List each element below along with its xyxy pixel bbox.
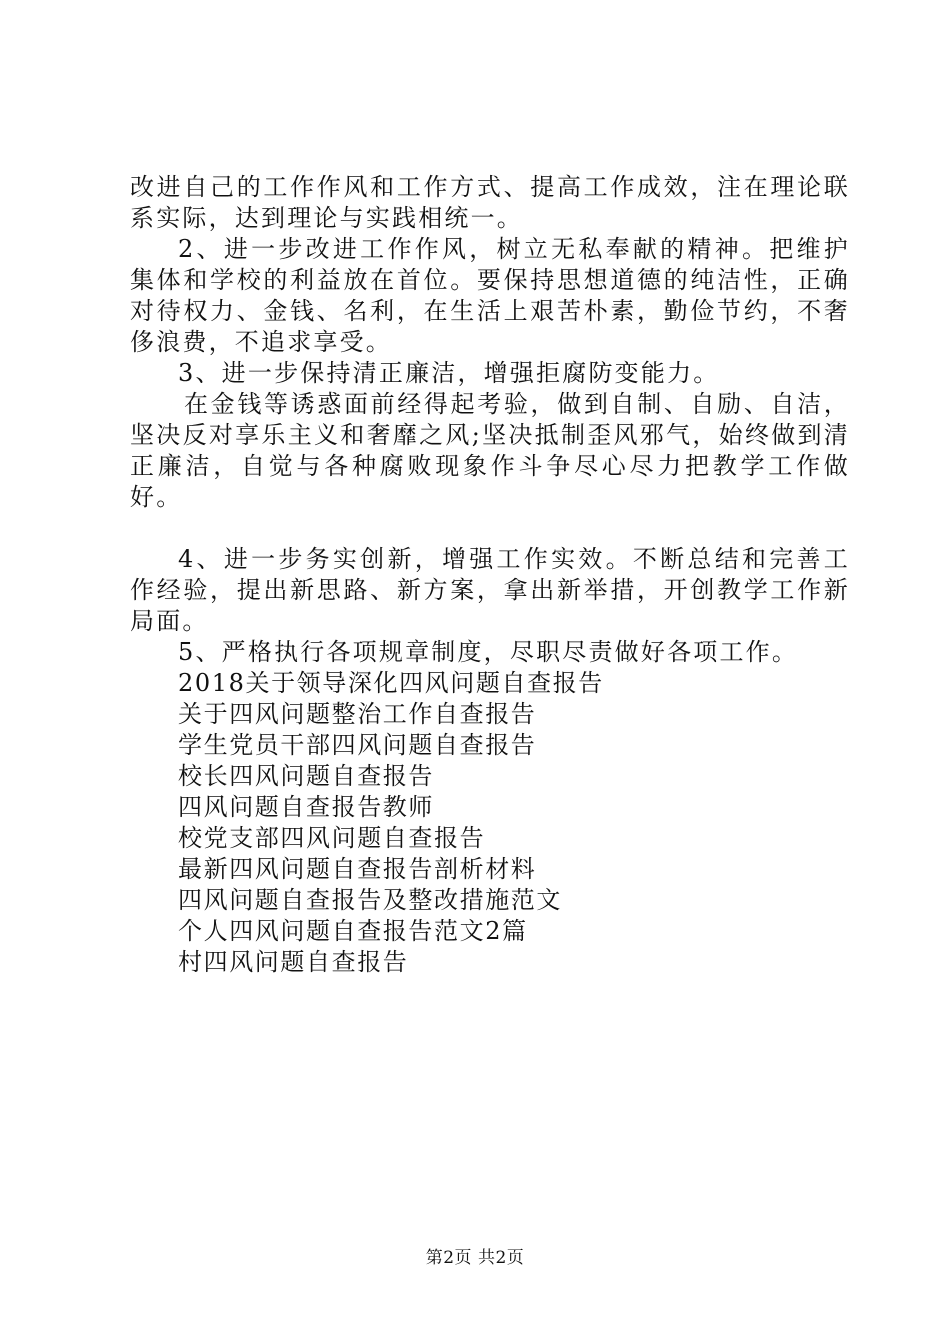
document-body	[130, 172, 850, 978]
related-article-link[interactable]: 2018关于领导深化四风问题自查报告	[178, 669, 604, 697]
related-article-link[interactable]: 学生党员干部四风问题自查报告	[178, 731, 537, 759]
related-article-link[interactable]: 四风问题自查报告教师	[178, 793, 434, 821]
paragraph-item-5: 5、严格执行各项规章制度，尽职尽责做好各项工作。	[178, 638, 799, 666]
related-article-link[interactable]: 校党支部四风问题自查报告	[178, 824, 486, 852]
paragraph-continuation: 改进自己的工作作风和工作方式、提高工作成效，注在理论联系实际，达到理论与实践相统一。	[130, 173, 850, 232]
paragraph-item-2: 2、进一步改进工作作风，树立无私奉献的精神。把维护集体和学校的利益放在首位。要保持思想道德的纯洁性，正确对待权力、金钱、名利，在生活上艰苦朴素，勤俭节约，不奢侈浪费，不追求享受。	[130, 235, 850, 356]
related-article-link[interactable]: 校长四风问题自查报告	[178, 762, 434, 790]
paragraph-item-3: 3、进一步保持清正廉洁，增强拒腐防变能力。	[178, 359, 720, 387]
paragraph-item-4: 4、进一步务实创新，增强工作实效。不断总结和完善工作经验，提出新思路、新方案，拿出新举措，开创教学工作新局面。	[130, 545, 850, 635]
related-article-link[interactable]: 最新四风问题自查报告剖析材料	[178, 855, 537, 883]
related-articles-list	[130, 668, 850, 978]
related-article-link[interactable]: 关于四风问题整治工作自查报告	[178, 700, 537, 728]
related-article-link[interactable]: 村四风问题自查报告	[178, 948, 409, 976]
paragraph-item-3-detail: 在金钱等诱惑面前经得起考验，做到自制、自励、自洁，坚决反对享乐主义和奢靡之风;坚决抵制歪风邪气，始终做到清正廉洁，自觉与各种腐败现象作斗争尽心尽力把教学工作做好。	[130, 390, 850, 511]
related-article-link[interactable]: 四风问题自查报告及整改措施范文	[178, 886, 562, 914]
related-article-link[interactable]: 个人四风问题自查报告范文2篇	[178, 917, 528, 945]
page-number-footer: 第2页 共2页	[425, 1248, 525, 1268]
paragraph-gap	[130, 513, 850, 544]
